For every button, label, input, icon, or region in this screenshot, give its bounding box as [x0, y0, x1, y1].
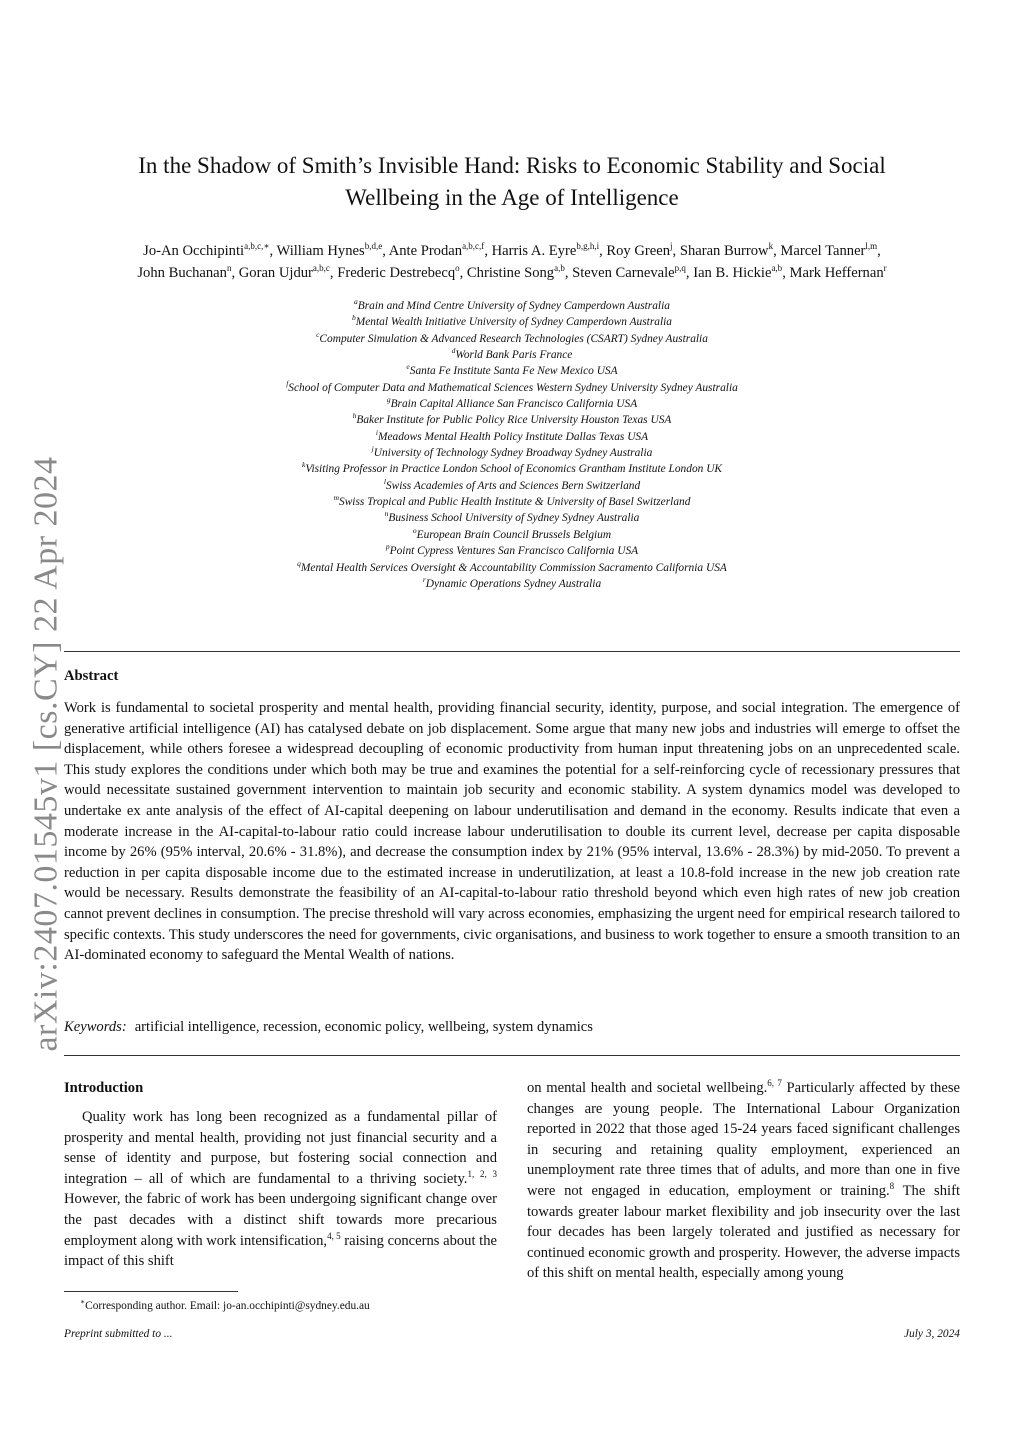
- footer-preprint: Preprint submitted to ...: [64, 1328, 173, 1340]
- affiliation-key: h: [352, 411, 357, 421]
- title-line-2: Wellbeing in the Age of Intelligence: [345, 185, 679, 210]
- affiliation-key: d: [451, 346, 456, 356]
- affiliation-text: Brain and Mind Centre University of Sydney Camperdown Australia: [357, 300, 670, 312]
- author-affil: a,b: [771, 263, 783, 274]
- intro-text: However, the fabric of work has been undergoing significant change over the past decades with a distinct shift towards more precarious employment along with work intensification,: [64, 1191, 497, 1249]
- author-name: John Buchanan: [137, 265, 227, 281]
- affiliation-key: c: [316, 329, 320, 339]
- affiliation-text: Santa Fe Institute Santa Fe New Mexico USA: [409, 365, 618, 378]
- affiliation-key: r: [422, 575, 426, 585]
- affiliation-text: European Brain Council Brussels Belgium: [416, 528, 612, 541]
- affiliation: [64, 560, 960, 576]
- affiliation-text: Meadows Mental Health Policy Institute Dallas Texas USA: [378, 430, 649, 443]
- arxiv-identifier: arXiv:2407.01545v1 [cs.CY] 22 Apr 2024: [28, 456, 65, 1052]
- affiliation-key: a: [354, 297, 358, 307]
- author-name: Mark Heffernan: [789, 265, 884, 281]
- abstract-heading: Abstract: [64, 668, 119, 684]
- author-affil: a,b: [554, 263, 565, 274]
- author-line-2: John Buchanan$^n$, Goran Ujdur$^{a,b,c}$, Frederic Destrebecq$^o$, Christine Song$^{a,b}$, Steven Carnevale$^{p,q}$, Ian B. Hickie$^{a,b}$, Mark Heffernan$^r$: [137, 263, 887, 281]
- affiliation: [64, 543, 960, 559]
- keywords-text: artificial intelligence, recession, economic policy, wellbeing, system dynamics: [134, 1019, 593, 1035]
- affiliation: [64, 380, 960, 396]
- author-affil: r: [883, 263, 887, 274]
- author-affil: a,b,c: [312, 263, 330, 274]
- footnote-text: Corresponding author. Email: jo-an.occhipinti@sydney.edu.au: [85, 1299, 370, 1312]
- footnote-rule: [64, 1291, 238, 1292]
- body-column-left: [64, 1078, 497, 1272]
- footer-date: July 3, 2024: [904, 1328, 960, 1340]
- author-name: Steven Carnevale: [572, 265, 675, 281]
- citation: 8: [889, 1181, 895, 1192]
- affiliation: [64, 412, 960, 428]
- affiliation: [64, 347, 960, 363]
- intro-text: The shift towards greater labour market flexibility and job insecurity over the last four decades has been largely tolerated and justified as necessary for continued economic growth and prosperity. However, the adverse impacts of this shift on mental health, especially among young: [527, 1182, 960, 1282]
- paper-title: [64, 150, 960, 214]
- intro-text: Particularly affected by these changes are young people. The International Labour Organization reported in 2022 that those aged 15-24 years faced significant challenges in securing and retaining quality employment, experienced an unemployment rate three times that of adults, and more than one in five were not engaged in education, employment or training.: [527, 1080, 960, 1199]
- affiliation-text: Point Cypress Ventures San Francisco California USA: [389, 545, 639, 558]
- author-affil: o: [455, 263, 460, 274]
- affiliation-key: l: [383, 476, 386, 486]
- affiliation-key: k: [301, 460, 306, 470]
- author-name: Sharan Burrow: [679, 243, 769, 259]
- author-list: [64, 240, 960, 284]
- citation: 4, 5: [327, 1230, 341, 1241]
- affiliation-key: o: [412, 526, 417, 536]
- affiliation-text: Baker Institute for Public Policy Rice University Houston Texas USA: [356, 414, 672, 427]
- affiliation-text: Mental Health Services Oversight & Accountability Commission Sacramento California USA: [300, 561, 727, 574]
- author-name: Christine Song: [466, 265, 555, 281]
- citation: 6, 7: [767, 1078, 782, 1089]
- affiliation: [64, 445, 960, 461]
- abstract-bottom-rule: [64, 1055, 960, 1056]
- affiliation: [64, 331, 960, 347]
- keywords-label: Keywords:: [64, 1019, 127, 1035]
- affiliation: [64, 314, 960, 330]
- affiliation-text: Swiss Tropical and Public Health Institute & University of Basel Switzerland: [339, 496, 691, 509]
- intro-paragraph-continued: [527, 1078, 960, 1284]
- citation: 1, 2, 3: [467, 1168, 497, 1179]
- affiliation-list: [64, 298, 960, 592]
- section-heading-introduction: Introduction: [64, 1080, 144, 1096]
- affiliation: [64, 429, 960, 445]
- affiliation: [64, 396, 960, 412]
- affiliation-text: World Bank Paris France: [455, 349, 573, 362]
- author-name: Goran Ujdur: [238, 265, 313, 281]
- author-name: Harris A. Eyre: [491, 243, 577, 259]
- affiliation-text: Brain Capital Alliance San Francisco California USA: [390, 398, 638, 411]
- author-name: William Hynes: [276, 243, 365, 259]
- author-name: Roy Green: [606, 243, 671, 259]
- affiliation: [64, 298, 960, 314]
- author-affil: p,q: [674, 263, 686, 274]
- intro-text: Quality work has long been recognized as a fundamental pillar of prosperity and mental health, providing not just financial security and a sense of identity and purpose, but fostering social connection and integration – all of which are fundamental to a thriving society.: [64, 1109, 497, 1187]
- affiliation-text: Dynamic Operations Sydney Australia: [425, 577, 602, 590]
- author-name: Frederic Destrebecq: [337, 265, 456, 281]
- author-affil: a,b,c,f: [462, 241, 485, 252]
- author-affil: j: [670, 241, 673, 252]
- intro-paragraph: [64, 1107, 497, 1272]
- affiliation: [64, 494, 960, 510]
- affiliation-key: e: [406, 362, 410, 372]
- author-name: Jo-An Occhipinti: [143, 243, 245, 259]
- affiliation: [64, 478, 960, 494]
- affiliation-key: g: [386, 395, 391, 405]
- affiliation-text: University of Technology Sydney Broadway Sydney Australia: [373, 447, 653, 460]
- author-affil: a,b,c,∗: [244, 241, 270, 252]
- affiliation: [64, 510, 960, 526]
- footnote: [64, 1297, 680, 1312]
- author-affil: n: [226, 263, 232, 274]
- author-affil: b,d,e: [364, 241, 383, 252]
- author-line-1: Jo-An Occhipinti$^{a,b,c,∗}$, William Hynes$^{b,d,e}$, Ante Prodan$^{a,b,c,f}$, Harris A. Eyre$^{b,g,h,i}$, Roy Green$^j$, Sharan Burrow$^k$, Marcel Tanner$^{l,m}$,: [143, 241, 881, 259]
- affiliation: [64, 576, 960, 592]
- affiliation: [64, 363, 960, 379]
- affiliation-key: p: [385, 542, 390, 552]
- affiliation-text: Business School University of Sydney Sydney Australia: [388, 512, 640, 525]
- affiliation-text: Computer Simulation & Advanced Research Technologies (CSART) Sydney Australia: [319, 332, 708, 345]
- affiliation-key: n: [384, 509, 389, 519]
- author-affil: l,m: [865, 241, 878, 252]
- affiliation-text: Swiss Academies of Arts and Sciences Bern Switzerland: [385, 479, 641, 492]
- author-affil: k: [768, 241, 774, 252]
- affiliation-key: b: [351, 313, 356, 323]
- affiliation-key: f: [286, 378, 289, 388]
- keywords: [64, 1019, 960, 1036]
- intro-text: raising concerns about the impact of this shift: [64, 1232, 498, 1270]
- intro-text: on mental health and societal wellbeing.: [527, 1080, 768, 1096]
- author-name: Ian B. Hickie: [693, 265, 772, 281]
- affiliation: [64, 461, 960, 477]
- affiliation-text: School of Computer Data and Mathematical Sciences Western Sydney University Sydney Australia: [288, 381, 738, 394]
- affiliation-key: m: [333, 493, 339, 503]
- affiliation-key: j: [371, 444, 374, 454]
- affiliation-key: i: [375, 427, 378, 437]
- affiliation-text: Visiting Professor in Practice London School of Economics Grantham Institute London UK: [305, 463, 723, 476]
- affiliation: [64, 527, 960, 543]
- footnote-mark: ∗: [80, 1297, 86, 1306]
- title-line-1: In the Shadow of Smith’s Invisible Hand: Risks to Economic Stability and Social: [138, 153, 886, 178]
- abstract-top-rule: [64, 651, 960, 652]
- author-name: Marcel Tanner: [780, 243, 866, 259]
- abstract-text: Work is fundamental to societal prosperity and mental health, providing financial security, identity, purpose, and social integration. The emergence of generative artificial intelligence (AI) has catalysed debate on job displacement. Some argue that many new jobs and industries will emerge to offset the displacement, while others foresee a widespread decoupling of economic productivity from human input threatening jobs on an unprecedented scale. This study explores the conditions under which both may be true and examines the potential for a self-reinforcing cycle of recessionary pressures that would necessitate sustained government intervention to maintain job security and economic stability. A system dynamics model was developed to undertake ex ante analysis of the effect of AI-capital deepening on labour underutilisation and demand in the economy. Results indicate that even a moderate increase in the AI-capital-to-labour ratio could increase labour underutilisation to double its current level, decrease per capita disposable income by 26% (95% interval, 20.6% - 31.8%), and decrease the consumption index by 21% (95% interval, 13.6% - 28.3%) by mid-2050. To prevent a reduction in per capita disposable income due to the estimated increase in underutilization, at least a 10.8-fold increase in the new job creation rate would be necessary. Results demonstrate the feasibility of an AI-capital-to-labour ratio threshold beyond which even high rates of new job creation cannot prevent declines in consumption. The precise threshold will vary across economies, emphasizing the urgent need for empirical research tailored to specific contexts. This study underscores the need for governments, civic organisations, and business to work together to ensure a smooth transition to an AI-dominated economy to safeguard the Mental Wealth of nations.: [64, 700, 960, 964]
- body-column-right: [527, 1078, 960, 1284]
- affiliation-text: Mental Wealth Initiative University of Sydney Camperdown Australia: [355, 316, 672, 329]
- author-affil: b,g,h,i: [576, 241, 600, 252]
- affiliation-key: q: [297, 558, 301, 568]
- author-name: Ante Prodan: [388, 243, 463, 259]
